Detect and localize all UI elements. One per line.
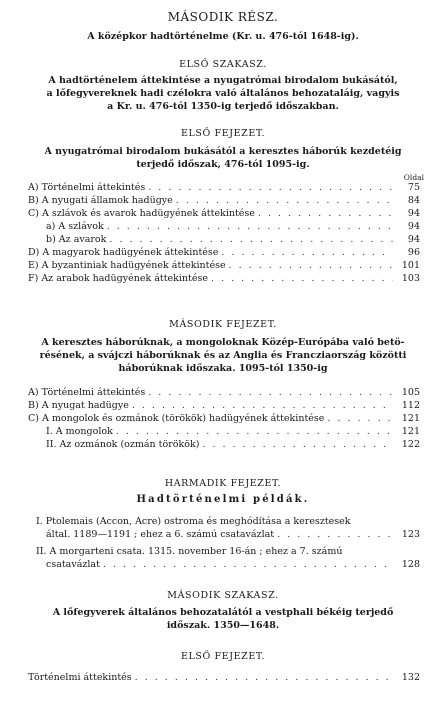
section-desc-1-line2: a lőfegyvereknek hadi czélokra való általános behozataláig, vagyis	[46, 88, 400, 99]
toc-entry-page: 84	[407, 195, 420, 206]
toc-entry	[28, 181, 420, 194]
toc-entry-label: E) A byzantiniak hadügyének áttekintése	[28, 260, 226, 271]
chapter-desc-2-line1: A keresztes háborúknak, a mongoloknak Közép-Európába való betö-	[41, 337, 405, 348]
leader-dots	[277, 528, 393, 541]
toc-entry	[28, 259, 420, 272]
example-item-line2: által. 1189—1191 ; ehez a 6. számú csatavázlat	[46, 529, 275, 540]
leader-dots	[107, 220, 393, 233]
toc-entry-label: B) A nyugati államok hadügye	[28, 195, 173, 206]
chapter-title-3: HARMADIK FEJEZET.	[164, 478, 282, 489]
leader-dots	[258, 207, 393, 220]
toc-entry-page: 75	[407, 182, 420, 193]
leader-dots	[148, 181, 393, 194]
toc-list-part2	[28, 671, 420, 684]
example-item-line2: csatavázlat	[46, 559, 100, 570]
toc-entry-label: Történelmi áttekintés	[28, 672, 132, 683]
leader-dots	[148, 386, 393, 399]
chapter-desc-2-line2: résének, a svájczi háborúknak és az Anglia és Francziaország közötti	[39, 350, 407, 361]
page-column-header: Oldal	[403, 173, 424, 182]
toc-entry-label: A) Történelmi áttekintés	[28, 387, 146, 398]
chapter-title-4: ELSŐ FEJEZET.	[180, 651, 266, 662]
toc-entry	[28, 399, 420, 412]
toc-entry	[28, 386, 420, 399]
toc-entry-label: D) A magyarok hadügyének áttekintése	[28, 247, 219, 258]
example-item-line1: I. Ptolemais (Accon, Acre) ostroma és meghódítása a keresztesek	[36, 516, 351, 527]
section-desc-1-line3: a Kr. u. 476-tól 1350-ig terjedő időszakban.	[107, 101, 339, 112]
toc-entry-label: a) A szlávok	[46, 221, 104, 232]
toc-entry-page: 103	[401, 273, 420, 284]
toc-entry-page: 101	[401, 260, 420, 271]
example-item	[36, 515, 420, 541]
chapter-desc-1-line1: A nyugatrómai birodalom bukásától a keresztes háborúk kezdetéig	[44, 146, 402, 157]
part-title: MÁSODIK RÉSZ.	[167, 10, 279, 24]
toc-entry	[28, 412, 420, 425]
chapter-desc-1-line2: terjedő időszak, 476-tól 1095-ig.	[136, 159, 310, 170]
leader-dots	[109, 233, 393, 246]
toc-entry-label: b) Az avarok	[46, 234, 107, 245]
example-item-page: 123	[401, 529, 420, 540]
toc-entry	[28, 438, 420, 451]
toc-entry-page: 122	[401, 439, 420, 450]
toc-entry-page: 94	[407, 208, 420, 219]
section-title-1: ELSŐ SZAKASZ.	[179, 59, 267, 70]
toc-entry-label: II. Az ozmánok (ozmán törökök)	[46, 439, 200, 450]
section-desc-2-line2: időszak. 1350—1648.	[166, 620, 280, 631]
toc-entry-label: A) Történelmi áttekintés	[28, 182, 146, 193]
example-item-line1: II. A morgarteni csata. 1315. november 16-án ; ehez a 7. számú	[36, 546, 343, 557]
toc-entry	[28, 671, 420, 684]
toc-entry-label: F) Az arabok hadügyének áttekintése	[28, 273, 208, 284]
leader-dots	[176, 194, 393, 207]
toc-list-chapter1	[28, 181, 420, 285]
toc-entry-label: B) A nyugat hadügye	[28, 400, 129, 411]
leader-dots	[221, 246, 393, 259]
toc-list-chapter2	[28, 386, 420, 451]
leader-dots	[135, 671, 393, 684]
toc-entry	[28, 233, 420, 246]
toc-entry	[28, 425, 420, 438]
toc-entry-page: 121	[401, 413, 420, 424]
leader-dots	[202, 438, 393, 451]
leader-dots	[327, 412, 393, 425]
toc-entry-label: C) A mongolok és ozmánok (törökök) hadügyének áttekintése	[28, 413, 325, 424]
chapter-title-1: ELSŐ FEJEZET.	[180, 128, 266, 139]
toc-entry-page: 94	[407, 234, 420, 245]
section-title-2: MÁSODIK SZAKASZ.	[167, 590, 279, 601]
chapter-desc-2-line3: háborúknak időszaka. 1095-tól 1350-ig	[118, 363, 328, 374]
part-subtitle: A középkor hadtörténelme (Kr. u. 476-tól 1648-ig).	[87, 31, 359, 42]
toc-entry	[28, 246, 420, 259]
toc-entry-label: I. A mongolok	[46, 426, 113, 437]
example-item	[36, 545, 420, 571]
chapter-subtitle-3: Hadtörténelmi példák.	[136, 494, 310, 505]
toc-entry-page: 112	[401, 400, 420, 411]
example-item-page: 128	[401, 559, 420, 570]
leader-dots	[116, 425, 393, 438]
chapter-title-2: MÁSODIK FEJEZET.	[169, 319, 277, 330]
leader-dots	[132, 399, 393, 412]
leader-dots	[229, 259, 393, 272]
toc-entry	[28, 207, 420, 220]
toc-entry-page: 96	[407, 247, 420, 258]
toc-entry	[28, 272, 420, 285]
leader-dots	[103, 558, 393, 571]
toc-entry	[28, 194, 420, 207]
leader-dots	[211, 272, 393, 285]
toc-entry-page: 94	[407, 221, 420, 232]
toc-entry-page: 121	[401, 426, 420, 437]
section-desc-1-line1: A hadtörténelem áttekintése a nyugatrómai birodalom bukásától,	[48, 75, 398, 86]
toc-entry-label: C) A szlávok és avarok hadügyének áttekintése	[28, 208, 255, 219]
toc-entry	[28, 220, 420, 233]
toc-entry-page: 105	[401, 387, 420, 398]
section-desc-2-line1: A lőfegyverek általános behozatalától a vestphali békéig terjedő	[52, 607, 394, 618]
toc-entry-page: 132	[401, 672, 420, 683]
